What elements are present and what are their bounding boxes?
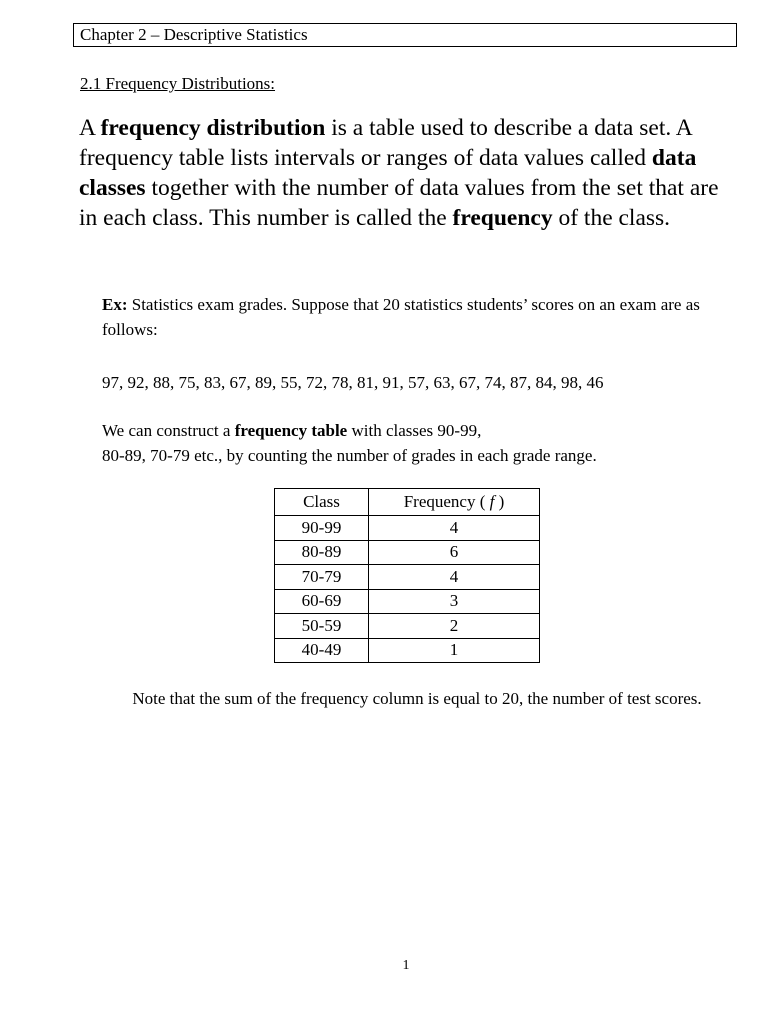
construct-text-3: 80-89, 70-79 etc., by counting the number of grades in each grade range.	[102, 446, 597, 465]
header-frequency-close: )	[494, 492, 505, 511]
cell-frequency: 4	[369, 516, 540, 541]
header-f-symbol: f	[489, 492, 495, 511]
cell-class: 90-99	[275, 516, 369, 541]
chapter-title: Chapter 2 – Descriptive Statistics	[80, 25, 308, 44]
example-paragraph	[102, 292, 732, 342]
cell-frequency: 6	[369, 540, 540, 565]
cell-class: 50-59	[275, 614, 369, 639]
cell-frequency: 3	[369, 589, 540, 614]
example-text: Statistics exam grades. Suppose that 20 statistics students’ scores on an exam are as follows:	[102, 295, 700, 339]
construct-text-2: with classes 90-99,	[347, 421, 482, 440]
cell-frequency: 2	[369, 614, 540, 639]
example-label: Ex:	[102, 295, 128, 314]
score-list: 97, 92, 88, 75, 83, 67, 89, 55, 72, 78, 81, 91, 57, 63, 67, 74, 87, 84, 98, 46	[102, 373, 604, 392]
intro-paragraph	[79, 113, 729, 233]
term-data-classes: data classes	[79, 145, 697, 201]
intro-text-2: is a table used to describe a data set. A frequency table lists intervals or ranges of data values called	[79, 115, 692, 171]
intro-text-1: A	[79, 115, 101, 141]
page-number: 1	[402, 958, 410, 973]
intro-text-3: together with the number of data values from the set that are in each class. This number is called the	[79, 175, 719, 231]
table-row	[275, 565, 540, 590]
table-row	[275, 540, 540, 565]
term-frequency-distribution: frequency distribution	[100, 115, 326, 141]
table-row	[275, 589, 540, 614]
header-frequency-label: Frequency (	[403, 492, 490, 511]
cell-frequency: 4	[369, 565, 540, 590]
header-frequency	[369, 489, 540, 516]
intro-text-4: of the class.	[552, 205, 671, 231]
chapter-header	[73, 23, 737, 47]
cell-class: 70-79	[275, 565, 369, 590]
term-frequency-table: frequency table	[234, 421, 348, 440]
cell-frequency: 1	[369, 638, 540, 663]
cell-class: 40-49	[275, 638, 369, 663]
section-heading: 2.1 Frequency Distributions:	[80, 74, 276, 93]
frequency-table	[274, 488, 540, 663]
cell-class: 60-69	[275, 589, 369, 614]
construct-paragraph	[102, 418, 732, 468]
table-header-row	[275, 489, 540, 516]
table-row	[275, 638, 540, 663]
header-class: Class	[275, 489, 369, 516]
table-row	[275, 614, 540, 639]
term-frequency: frequency	[452, 205, 553, 231]
cell-class: 80-89	[275, 540, 369, 565]
table-row	[275, 516, 540, 541]
construct-text-1: We can construct a	[102, 421, 235, 440]
note-text: Note that the sum of the frequency column is equal to 20, the number of test scores.	[132, 689, 702, 708]
